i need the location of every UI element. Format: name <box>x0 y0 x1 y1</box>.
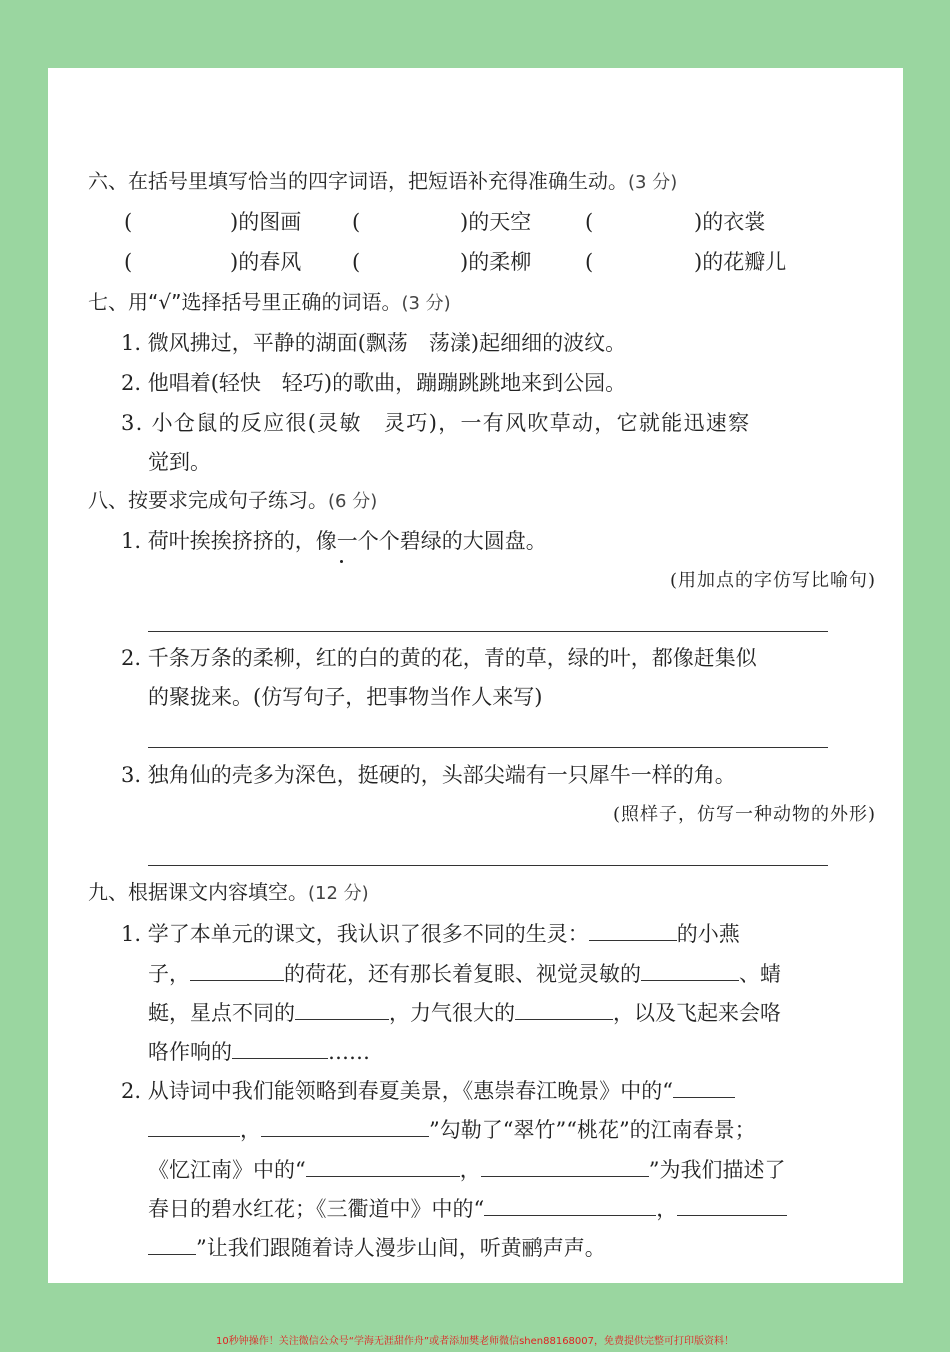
phrase-2: )的天空 <box>460 210 532 234</box>
s9-q2-line-4: 春日的碧水红花；《三衢道中》中的“ ， <box>148 1193 787 1223</box>
answer-line[interactable] <box>148 747 828 748</box>
s9-q1-line-4: 咯作响的 …… <box>148 1036 370 1066</box>
fill-blank[interactable] <box>673 1075 735 1098</box>
emphasis-dot <box>340 560 343 563</box>
phrase-6: )的花瓣儿 <box>694 250 787 274</box>
paren-open: ( <box>124 210 133 234</box>
footer-notice: 10秒钟操作！关注微信公众号“学海无涯甜作舟”或者添加樊老师微信shen88168007，免费提供完整可打印版资料！ <box>215 1336 735 1347</box>
paren-open: ( <box>352 250 361 274</box>
s7-question-1: 1. 微风拂过，平静的湖面(飘荡 荡漾)起细细的波纹。 <box>121 331 627 355</box>
s9-q2-line-1: 2. 从诗词中我们能领略到春夏美景，《惠崇春江晚景》中的“ <box>121 1075 735 1105</box>
s9-q2-line-2: ， ”勾勒了“翠竹”“桃花”的江南春景； <box>148 1114 756 1144</box>
section-6-title: 六、在括号里填写恰当的四字词语，把短语补充得准确生动。(3 分) <box>88 169 678 193</box>
phrase-3: )的衣裳 <box>694 210 766 234</box>
fill-blank[interactable] <box>306 1154 460 1177</box>
s8-question-2-cont: 的聚拢来。(仿写句子，把事物当作人来写) <box>148 685 543 709</box>
s7-question-3: 3. 小仓鼠的反应很(灵敏 灵巧)，一有风吹草动，它就能迅速察 <box>121 411 751 435</box>
fill-blank[interactable] <box>515 997 613 1020</box>
s8-q1-hint: (用加点的字仿写比喻句) <box>669 570 876 591</box>
s8-question-1: 1. 荷叶挨挨挤挤的，像一个个碧绿的大圆盘。 <box>121 529 547 553</box>
phrase-4: )的春风 <box>230 250 302 274</box>
fill-blank[interactable] <box>481 1154 649 1177</box>
worksheet-page <box>48 68 903 1283</box>
s9-q1-line-2: 子， 的荷花，还有那长着复眼、视觉灵敏的 、蜻 <box>148 958 781 988</box>
s7-question-2: 2. 他唱着(轻快 轻巧)的歌曲，蹦蹦跳跳地来到公园。 <box>121 371 627 395</box>
fill-blank[interactable] <box>261 1114 429 1137</box>
section-7-title: 七、用“√”选择括号里正确的词语。(3 分) <box>88 290 451 314</box>
phrase-5: )的柔柳 <box>460 250 532 274</box>
s8-question-3: 3. 独角仙的壳多为深色，挺硬的，头部尖端有一只犀牛一样的角。 <box>121 763 736 787</box>
s9-q1-line-1: 1. 学了本单元的课文，我认识了很多不同的生灵： 的小燕 <box>121 918 740 948</box>
paren-open: ( <box>585 210 594 234</box>
fill-blank[interactable] <box>232 1036 328 1059</box>
fill-blank[interactable] <box>148 1114 240 1137</box>
phrase-1: )的图画 <box>230 210 302 234</box>
fill-blank[interactable] <box>677 1193 787 1216</box>
s7-question-3-cont: 觉到。 <box>148 450 211 474</box>
s9-q2-line-3: 《忆江南》中的“ ， ”为我们描述了 <box>148 1154 786 1184</box>
answer-line[interactable] <box>148 631 828 632</box>
fill-blank[interactable] <box>484 1193 656 1216</box>
fill-blank[interactable] <box>589 918 677 941</box>
paren-open: ( <box>352 210 361 234</box>
fill-blank[interactable] <box>190 958 284 981</box>
s9-q1-line-3: 蜓，星点不同的 ，力气很大的 ，以及飞起来会咯 <box>148 997 781 1027</box>
section-8-title: 八、按要求完成句子练习。(6 分) <box>88 488 378 512</box>
s9-q2-line-5: ”让我们跟随着诗人漫步山间，听黄鹂声声。 <box>148 1232 606 1262</box>
paren-open: ( <box>124 250 133 274</box>
fill-blank[interactable] <box>295 997 389 1020</box>
section-9-title: 九、根据课文内容填空。(12 分) <box>88 880 369 904</box>
answer-line[interactable] <box>148 865 828 866</box>
fill-blank[interactable] <box>148 1232 196 1255</box>
fill-blank[interactable] <box>641 958 739 981</box>
s8-q3-hint: (照样子，仿写一种动物的外形) <box>612 804 876 825</box>
paren-open: ( <box>585 250 594 274</box>
s8-question-2: 2. 千条万条的柔柳，红的白的黄的花，青的草，绿的叶，都像赶集似 <box>121 646 757 670</box>
